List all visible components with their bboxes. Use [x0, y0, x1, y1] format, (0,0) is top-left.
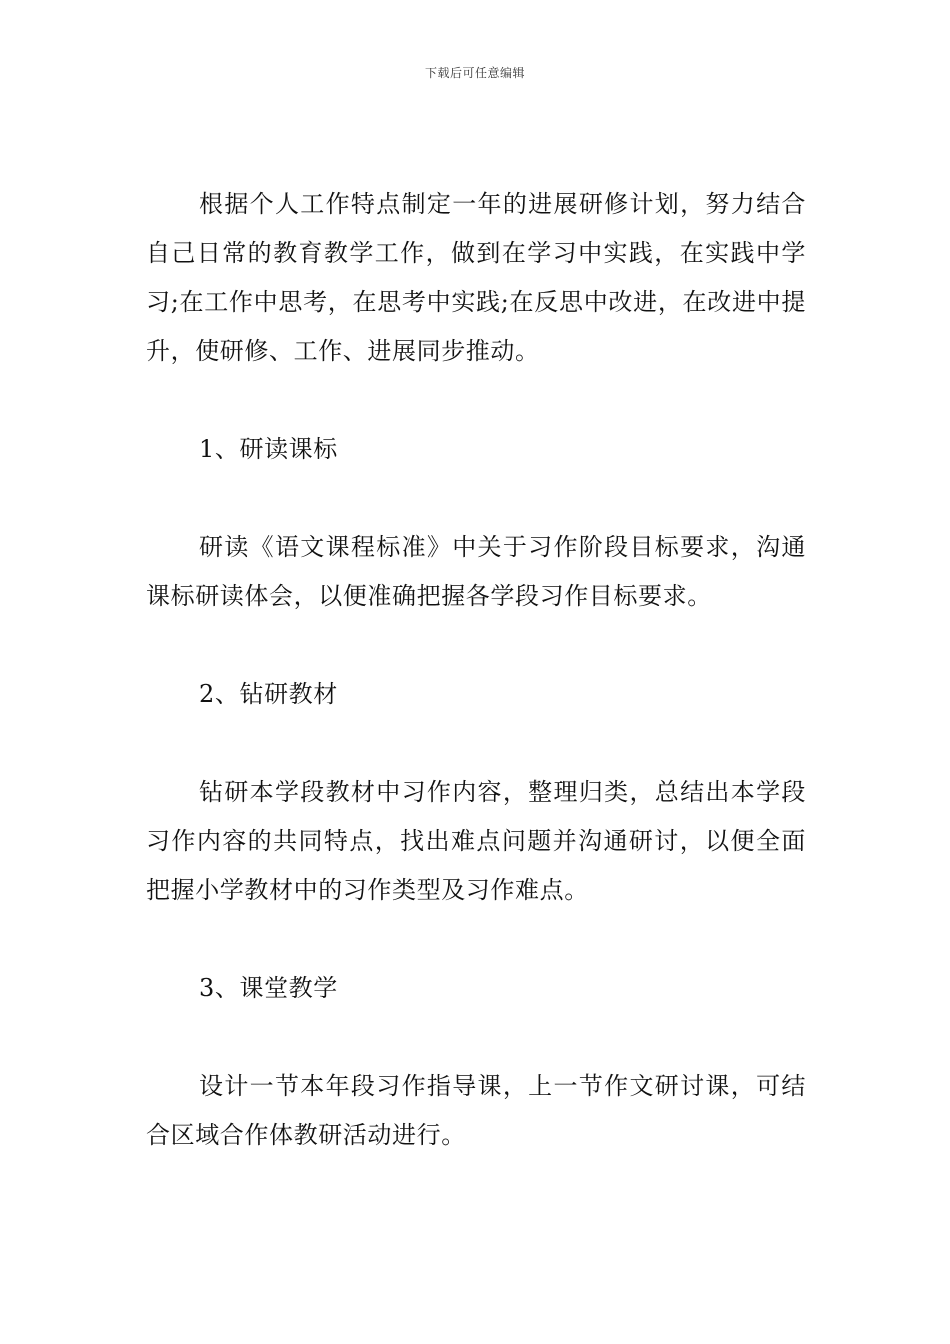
spacer	[146, 621, 806, 670]
section-paragraph: 设计一节本年段习作指导课，上一节作文研讨课，可结合区域合作体教研活动进行。	[146, 1072, 806, 1149]
spacer	[146, 915, 806, 964]
section-paragraph: 研读《语文课程标准》中关于习作阶段目标要求，沟通课标研读体会，以便准确把握各学段习作目标要求。	[146, 533, 806, 610]
spacer	[146, 719, 806, 768]
section-paragraph: 钻研本学段教材中习作内容，整理归类，总结出本学段习作内容的共同特点，找出难点问题并沟通研讨，以便全面把握小学教材中的习作类型及习作难点。	[146, 778, 806, 904]
section-heading: 3、课堂教学	[199, 974, 338, 1002]
page-header: 下载后可任意编辑	[424, 66, 525, 80]
spacer	[146, 376, 806, 425]
section-heading: 2、钻研教材	[199, 680, 338, 708]
spacer	[146, 1013, 806, 1062]
section-heading: 1、研读课标	[199, 435, 338, 463]
document-body	[146, 180, 806, 1160]
spacer	[146, 474, 806, 523]
intro-paragraph: 根据个人工作特点制定一年的进展研修计划，努力结合自己日常的教育教学工作，做到在学习中实践，在实践中学习;在工作中思考，在思考中实践;在反思中改进，在改进中提升，使研修、工作、进展同步推动。	[146, 190, 806, 365]
